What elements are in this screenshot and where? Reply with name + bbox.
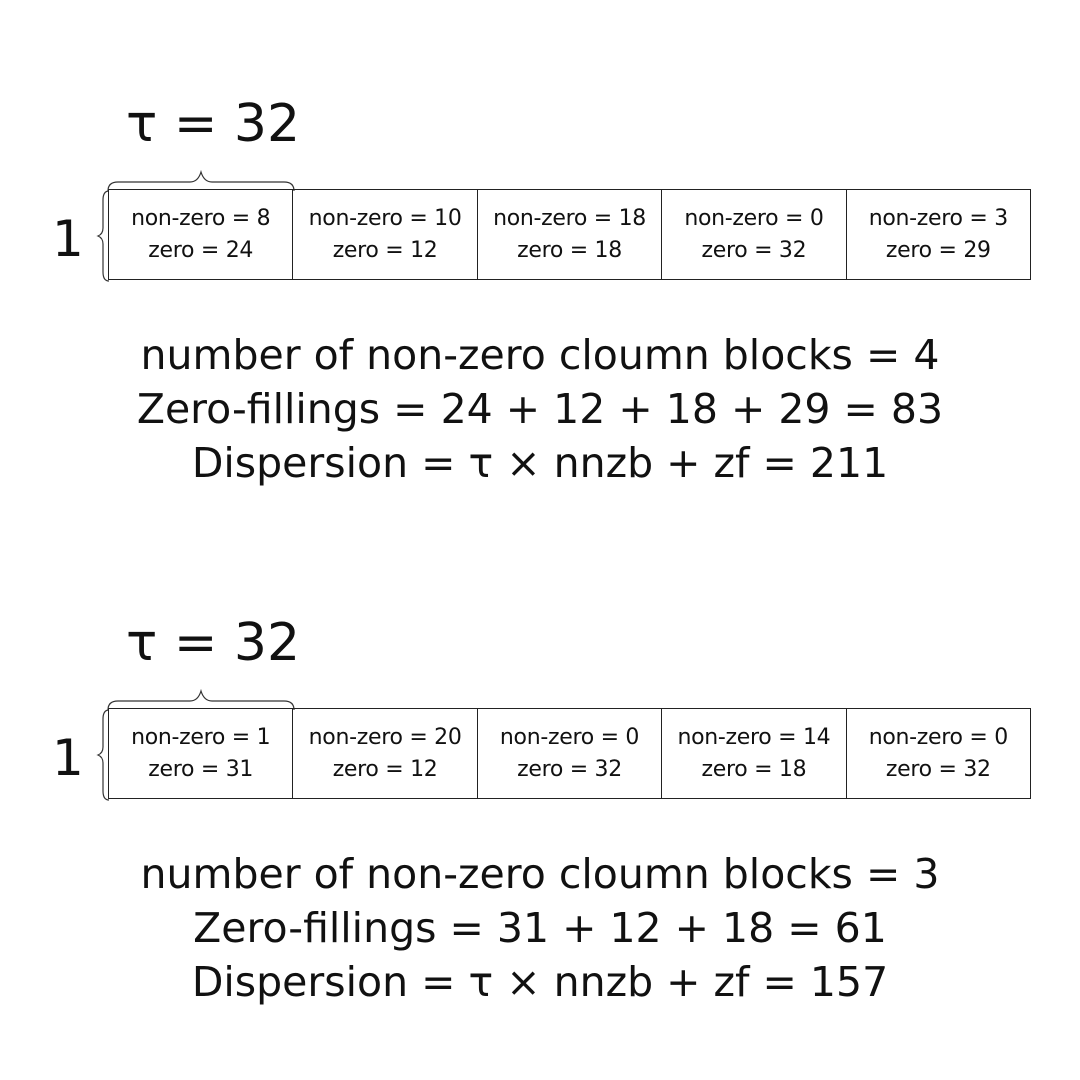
zero-count: zero = 32 xyxy=(701,237,807,263)
zero-count: zero = 31 xyxy=(148,756,254,782)
dispersion-line: Dispersion = τ × nnzb + zf = 157 xyxy=(191,958,889,1006)
zero-count: zero = 32 xyxy=(517,756,622,782)
column-block xyxy=(662,709,846,798)
row-count-label: 1 xyxy=(52,729,84,787)
nonzero-count: non-zero = 14 xyxy=(677,724,831,750)
column-block xyxy=(478,190,662,279)
column-block xyxy=(662,190,846,279)
zero-count: zero = 32 xyxy=(885,756,991,782)
zero-count: zero = 12 xyxy=(332,237,438,263)
column-block-row xyxy=(108,189,1031,280)
zero-count: zero = 29 xyxy=(885,237,991,263)
zero-fillings-line: Zero-fillings = 31 + 12 + 18 = 61 xyxy=(193,904,887,952)
nonzero-count: non-zero = 1 xyxy=(131,724,271,750)
column-block xyxy=(109,709,293,798)
tau-label: τ = 32 xyxy=(126,94,301,154)
nonzero-count: non-zero = 0 xyxy=(684,205,824,231)
nonzero-count: non-zero = 8 xyxy=(131,205,271,231)
column-block xyxy=(478,709,662,798)
column-block xyxy=(847,709,1030,798)
nonzero-blocks-line: number of non-zero cloumn blocks = 3 xyxy=(140,850,940,898)
dispersion-line: Dispersion = τ × nnzb + zf = 211 xyxy=(191,439,889,487)
nonzero-count: non-zero = 0 xyxy=(868,724,1008,750)
diagram-panel-2 xyxy=(0,519,1080,1039)
diagram-panel-1 xyxy=(0,0,1080,520)
nonzero-blocks-line: number of non-zero cloumn blocks = 4 xyxy=(140,331,940,379)
summary-text xyxy=(0,328,1080,490)
nonzero-count: non-zero = 20 xyxy=(308,724,462,750)
column-block xyxy=(847,190,1030,279)
column-block xyxy=(293,190,477,279)
column-block-row xyxy=(108,708,1031,799)
row-count-label: 1 xyxy=(52,210,84,268)
tau-label: τ = 32 xyxy=(126,613,301,673)
zero-count: zero = 18 xyxy=(701,756,807,782)
zero-count: zero = 24 xyxy=(148,237,254,263)
nonzero-count: non-zero = 3 xyxy=(868,205,1008,231)
nonzero-count: non-zero = 18 xyxy=(493,205,646,231)
nonzero-count: non-zero = 0 xyxy=(499,724,640,750)
column-block xyxy=(109,190,293,279)
summary-text xyxy=(0,847,1080,1009)
zero-fillings-line: Zero-fillings = 24 + 12 + 18 + 29 = 83 xyxy=(136,385,944,433)
column-block xyxy=(293,709,477,798)
zero-count: zero = 18 xyxy=(517,237,622,263)
zero-count: zero = 12 xyxy=(332,756,438,782)
nonzero-count: non-zero = 10 xyxy=(308,205,462,231)
